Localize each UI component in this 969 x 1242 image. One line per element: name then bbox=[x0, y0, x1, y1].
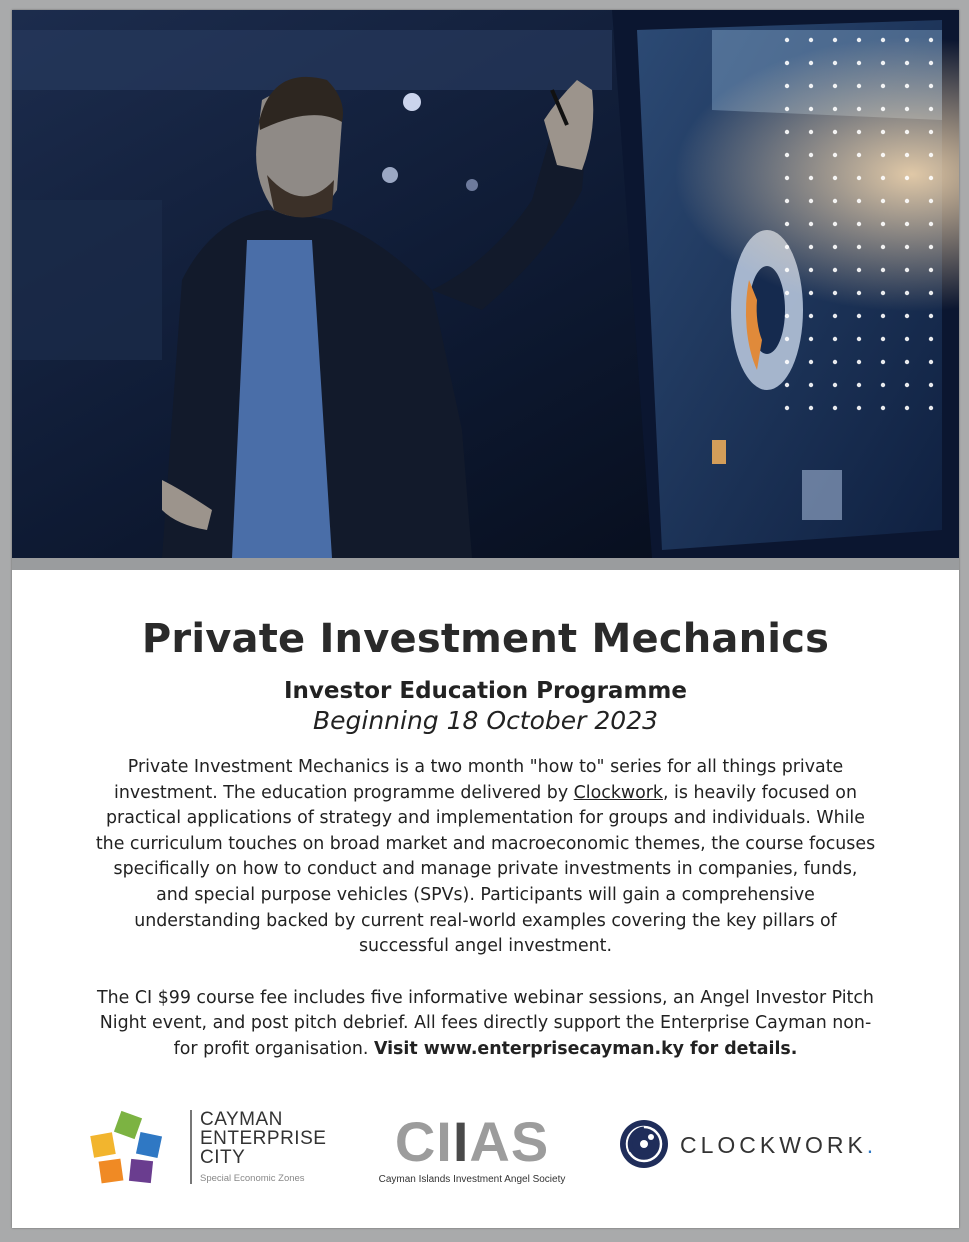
decor-dot bbox=[809, 176, 813, 180]
decor-dot bbox=[833, 61, 837, 65]
decor-dot bbox=[881, 222, 885, 226]
decor-dot bbox=[929, 61, 933, 65]
decor-dot bbox=[857, 383, 861, 387]
decor-dot bbox=[785, 84, 789, 88]
decor-dot bbox=[905, 314, 909, 318]
decor-dot bbox=[881, 176, 885, 180]
decor-dot bbox=[881, 130, 885, 134]
decor-dot bbox=[929, 406, 933, 410]
decor-dot bbox=[809, 107, 813, 111]
description-text-start: Private Investment Mechanics is a two month "how to" series for all things private investment. The education programme delivered by bbox=[114, 757, 844, 803]
cec-line-1: CAYMAN bbox=[200, 1109, 283, 1130]
decor-dot bbox=[833, 84, 837, 88]
decor-dot bbox=[857, 153, 861, 157]
decor-dot bbox=[833, 199, 837, 203]
decor-dot bbox=[785, 222, 789, 226]
decor-dot bbox=[833, 337, 837, 341]
ciias-wordmark bbox=[362, 1110, 582, 1173]
decor-dot bbox=[809, 268, 813, 272]
decor-dot bbox=[905, 176, 909, 180]
decor-dot bbox=[857, 130, 861, 134]
decor-dot bbox=[905, 107, 909, 111]
decor-dot bbox=[833, 107, 837, 111]
ciias-logo bbox=[362, 1110, 582, 1185]
decor-dot bbox=[881, 406, 885, 410]
decor-dot bbox=[809, 245, 813, 249]
fee-paragraph bbox=[96, 986, 876, 1063]
ciias-word-part-2: I bbox=[452, 1110, 470, 1173]
decor-dot bbox=[929, 291, 933, 295]
decor-dot bbox=[857, 222, 861, 226]
decor-dot bbox=[881, 360, 885, 364]
decor-dot bbox=[929, 268, 933, 272]
hero-photo-illustration bbox=[12, 10, 959, 558]
decor-dot bbox=[929, 199, 933, 203]
decor-dot bbox=[809, 153, 813, 157]
decor-dot bbox=[785, 383, 789, 387]
cec-wordmark bbox=[190, 1110, 326, 1184]
clockwork-link[interactable]: Clockwork bbox=[573, 782, 663, 803]
decor-dot bbox=[905, 130, 909, 134]
decor-dot bbox=[833, 268, 837, 272]
decor-dot bbox=[857, 107, 861, 111]
decor-dot bbox=[785, 176, 789, 180]
decor-dot bbox=[857, 268, 861, 272]
decor-dot bbox=[929, 130, 933, 134]
clockwork-emblem-icon bbox=[618, 1118, 670, 1170]
cec-line-3: CITY bbox=[200, 1147, 246, 1168]
decor-dot bbox=[929, 337, 933, 341]
clockwork-logo bbox=[618, 1118, 898, 1174]
decor-dot bbox=[785, 406, 789, 410]
decor-dot bbox=[833, 153, 837, 157]
decor-dot bbox=[809, 130, 813, 134]
decor-dot bbox=[833, 383, 837, 387]
decor-dot bbox=[857, 199, 861, 203]
cec-line-2: ENTERPRISE bbox=[200, 1128, 327, 1149]
decor-dot bbox=[785, 360, 789, 364]
decor-dot bbox=[833, 130, 837, 134]
decor-dot bbox=[881, 314, 885, 318]
decor-dot bbox=[881, 268, 885, 272]
cayman-enterprise-city-logo bbox=[90, 1110, 330, 1190]
decor-dot bbox=[809, 291, 813, 295]
decor-dot bbox=[929, 383, 933, 387]
decor-dot bbox=[809, 61, 813, 65]
description-text-end: , is heavily focused on practical applications of strategy and implementation for groups and individuals. While the curriculum touches on broad market and macroeconomic themes, the course focuses specifically on how to conduct and manage private investments in companies, funds, and special purpose vehicles (SPVs). Participants will gain a comprehensive understanding backed by current real-world examples covering the key pillars of successful angel investment. bbox=[95, 782, 876, 957]
decor-dot bbox=[929, 107, 933, 111]
decor-dot bbox=[857, 38, 861, 42]
decor-dot bbox=[905, 337, 909, 341]
hero-image bbox=[12, 10, 959, 558]
decor-dot bbox=[929, 176, 933, 180]
page-title: Private Investment Mechanics bbox=[141, 616, 830, 662]
decor-dot bbox=[833, 291, 837, 295]
decor-dot bbox=[857, 406, 861, 410]
decor-dot bbox=[833, 314, 837, 318]
decor-dot bbox=[833, 245, 837, 249]
ciias-tagline: Cayman Islands Investment Angel Society bbox=[378, 1174, 566, 1185]
decor-dot bbox=[905, 38, 909, 42]
decor-dot bbox=[881, 291, 885, 295]
clockwork-wordmark bbox=[680, 1132, 877, 1159]
decor-dot bbox=[929, 314, 933, 318]
decor-dot bbox=[881, 107, 885, 111]
details-callout: Visit www.enterprisecayman.ky for details. bbox=[373, 1038, 798, 1059]
clockwork-dot: . bbox=[866, 1132, 878, 1158]
decor-dot bbox=[809, 38, 813, 42]
decor-dot bbox=[809, 360, 813, 364]
decor-dot bbox=[785, 130, 789, 134]
start-date: Beginning 18 October 2023 bbox=[312, 706, 659, 735]
decor-dot bbox=[785, 107, 789, 111]
decor-dot bbox=[833, 406, 837, 410]
decor-dot bbox=[905, 199, 909, 203]
decor-dot bbox=[809, 406, 813, 410]
sponsor-logos bbox=[12, 1104, 959, 1204]
decor-dot bbox=[785, 268, 789, 272]
decor-dot bbox=[929, 38, 933, 42]
decor-dot bbox=[785, 38, 789, 42]
decor-dot bbox=[857, 360, 861, 364]
decor-dot bbox=[857, 314, 861, 318]
decor-dot bbox=[857, 176, 861, 180]
decor-dot bbox=[905, 222, 909, 226]
decor-dot bbox=[785, 199, 789, 203]
decor-dot bbox=[905, 360, 909, 364]
decor-dot bbox=[881, 84, 885, 88]
decor-dot bbox=[905, 84, 909, 88]
decor-dot bbox=[905, 291, 909, 295]
hero-bottom-strip bbox=[12, 558, 959, 570]
decor-dot bbox=[881, 245, 885, 249]
decor-dot bbox=[785, 291, 789, 295]
decor-dot bbox=[881, 153, 885, 157]
decor-dot bbox=[929, 245, 933, 249]
clockwork-word: CLOCKWORK bbox=[680, 1132, 867, 1158]
decor-dot bbox=[905, 268, 909, 272]
decor-dot bbox=[809, 314, 813, 318]
decor-dot bbox=[857, 245, 861, 249]
decor-dot bbox=[905, 406, 909, 410]
decor-dot bbox=[785, 61, 789, 65]
decor-dot bbox=[857, 337, 861, 341]
decor-dot bbox=[809, 84, 813, 88]
decor-dot bbox=[857, 61, 861, 65]
decor-dot bbox=[929, 360, 933, 364]
decor-dot bbox=[833, 176, 837, 180]
decor-dot bbox=[905, 61, 909, 65]
decor-dot bbox=[881, 199, 885, 203]
decor-dot bbox=[881, 337, 885, 341]
decor-dot bbox=[881, 61, 885, 65]
document-body bbox=[12, 570, 959, 1063]
decor-dot bbox=[905, 153, 909, 157]
decor-dot bbox=[809, 383, 813, 387]
decor-dot bbox=[809, 222, 813, 226]
decor-dot bbox=[857, 291, 861, 295]
decor-dot bbox=[833, 38, 837, 42]
cec-tagline: Special Economic Zones bbox=[200, 1173, 305, 1184]
ciias-word-part-1: CI bbox=[394, 1110, 453, 1173]
decor-dot bbox=[929, 222, 933, 226]
description-paragraph bbox=[96, 755, 876, 960]
decor-dot bbox=[905, 245, 909, 249]
decor-dot bbox=[785, 245, 789, 249]
decor-dot bbox=[785, 314, 789, 318]
decor-dot bbox=[785, 153, 789, 157]
decor-dot bbox=[929, 153, 933, 157]
decor-dot bbox=[833, 360, 837, 364]
document-page bbox=[12, 10, 959, 1228]
decor-dot bbox=[881, 383, 885, 387]
decor-dot bbox=[785, 337, 789, 341]
ciias-word-part-3: AS bbox=[469, 1110, 550, 1173]
decor-dot bbox=[929, 84, 933, 88]
cec-mark-icon bbox=[90, 1110, 170, 1190]
decor-dot bbox=[833, 222, 837, 226]
subtitle: Investor Education Programme bbox=[284, 678, 687, 704]
decor-dot bbox=[881, 38, 885, 42]
decor-dot bbox=[857, 84, 861, 88]
decor-dot bbox=[809, 199, 813, 203]
decor-dot bbox=[905, 383, 909, 387]
decor-dot bbox=[809, 337, 813, 341]
fee-text: The CI $99 course fee includes five informative webinar sessions, an Angel Investor Pitch Night event, and post pitch debrief. All fees directly support the Enterprise Cayman non-for profit organisation. bbox=[97, 987, 874, 1059]
